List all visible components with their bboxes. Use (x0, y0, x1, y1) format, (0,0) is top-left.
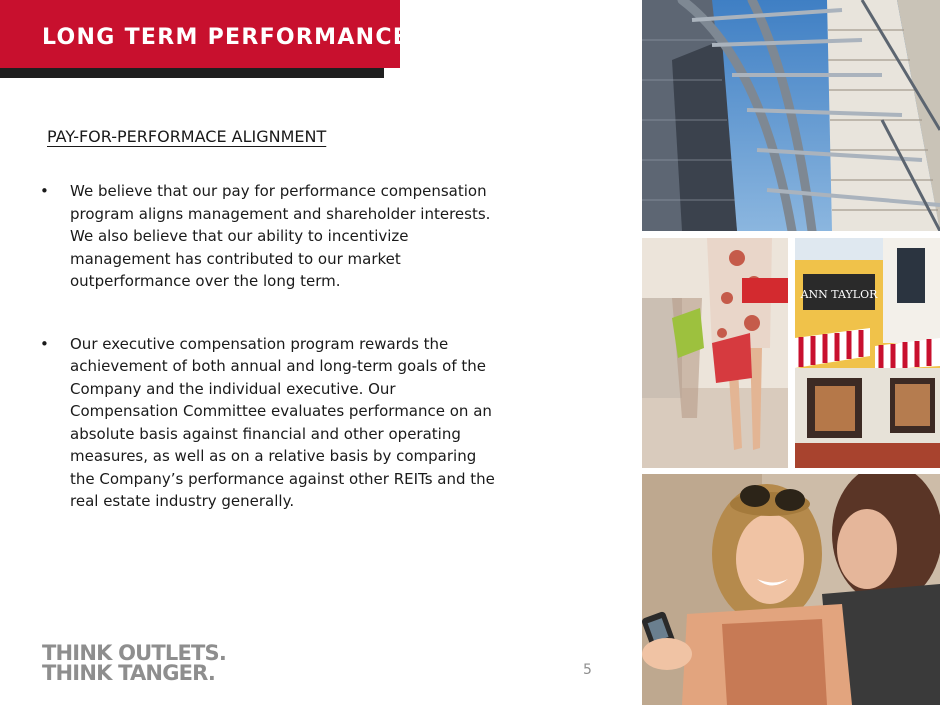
page-number: 5 (583, 662, 592, 678)
photo-storefront (795, 238, 940, 468)
section-heading: PAY-FOR-PERFORMACE ALIGNMENT (47, 127, 327, 146)
brand-logo (42, 643, 226, 683)
bullet-item (40, 333, 505, 513)
store-sign-text: ANN TAYLOR (800, 288, 878, 301)
logo-line-1: THINK OUTLETS. (42, 641, 227, 665)
logo-line-2: THINK TANGER. (42, 661, 216, 685)
bullet-text: We believe that our pay for performance compensation program aligns management and shareholder interests. We also believe that our ability to incentivize management has contributed to our market outperformance over the long term. (70, 182, 491, 290)
photo-skyscrapers (642, 0, 940, 231)
bullet-marker: • (40, 182, 49, 200)
page-title: LONG TERM PERFORMANCE (42, 25, 410, 50)
bullet-marker: • (40, 334, 49, 353)
photo-friends (642, 474, 940, 705)
bullet-item (40, 180, 505, 293)
bullet-text: Our executive compensation program rewards the achievement of both annual and long-term goals of the Company and the individual executive. Our Compensation Committee evaluates performance on an absolute basis against financial and other operating measures, as well as on a relative basis by comparing the Company’s performance against other REITs and the real estate industry generally. (70, 334, 495, 510)
bullet-list (40, 180, 505, 513)
title-banner (0, 0, 410, 68)
photo-shoppers (642, 238, 788, 468)
